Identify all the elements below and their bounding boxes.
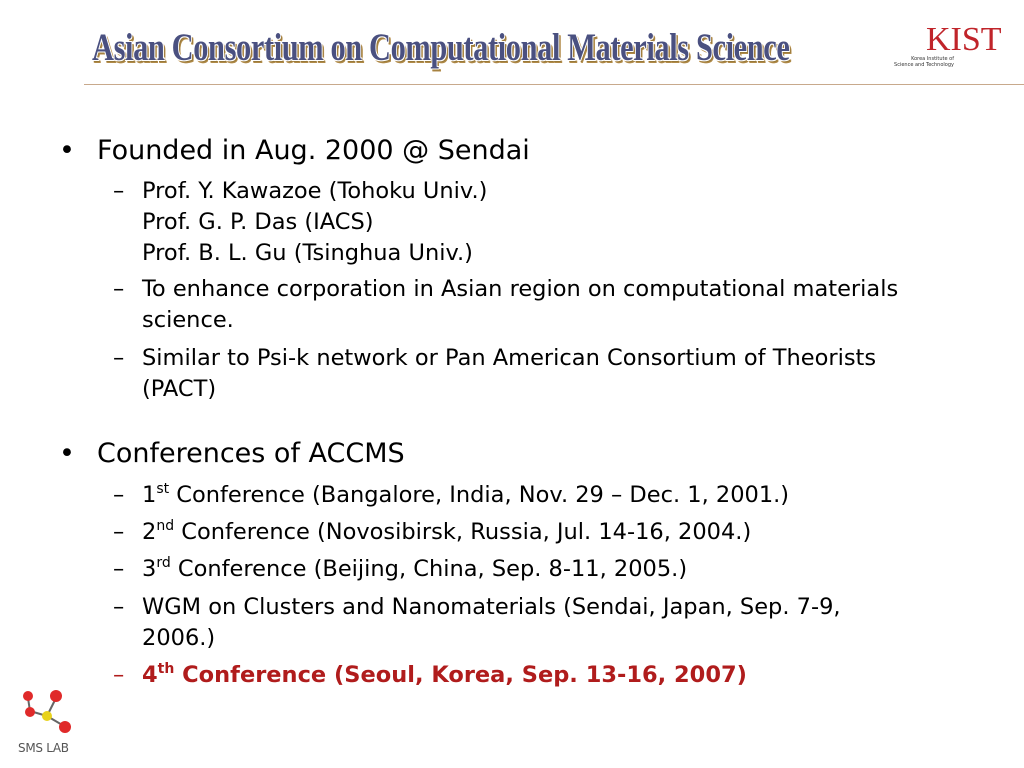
similar-line-2: (PACT): [142, 376, 217, 402]
conference-2-text: Conference (Novosibirsk, Russia, Jul. 14-16, 2004.): [174, 519, 752, 545]
similar-line-1: Similar to Psi-k network or Pan American Consortium of Theorists: [142, 345, 877, 371]
dash-icon: –: [113, 482, 125, 508]
sub-goal: [113, 274, 1002, 336]
dash-icon: –: [113, 178, 125, 204]
bullet-icon: •: [59, 438, 75, 469]
dash-icon: –: [113, 345, 125, 371]
conference-1-text: Conference (Bangalore, India, Nov. 29 – Dec. 1, 2001.): [169, 482, 790, 508]
kist-logo: [884, 14, 1002, 74]
slide-title: Asian Consortium on Computational Materials Science: [92, 26, 790, 69]
conference-2-sup: nd: [156, 517, 175, 534]
conference-item-wgm: [113, 592, 1002, 654]
conference-4-text: Conference (Seoul, Korea, Sep. 13-16, 2007): [174, 662, 747, 688]
conference-item-1: [113, 480, 1002, 511]
wgm-line-1: WGM on Clusters and Nanomaterials (Sendai, Japan, Sep. 7-9,: [142, 594, 841, 620]
founder-3: Prof. B. L. Gu (Tsinghua Univ.): [142, 240, 473, 266]
sub-similar: [113, 343, 1002, 405]
wgm-line-2: 2006.): [142, 625, 216, 651]
conference-1-sup: st: [156, 480, 170, 497]
conference-3-sup: rd: [156, 554, 171, 571]
bullet-icon: •: [59, 135, 75, 166]
dash-icon: –: [113, 556, 125, 582]
goal-line-2: science.: [142, 307, 234, 333]
bullet-founded-text: Founded in Aug. 2000 @ Sendai: [97, 135, 530, 166]
dash-icon: –: [113, 276, 125, 302]
conference-item-2: [113, 517, 1002, 548]
sub-founders: [113, 176, 1002, 269]
header-divider: [84, 84, 1024, 85]
bullet-conferences-text: Conferences of ACCMS: [97, 438, 405, 469]
kist-logo-sub-line1: Korea Institute of: [911, 56, 954, 62]
conference-item-highlight: [113, 660, 1002, 691]
kist-logo-subtitle: [884, 56, 954, 68]
conference-item-3: [113, 554, 1002, 585]
bullet-founded: [59, 135, 530, 167]
conference-4-sup: th: [157, 660, 175, 677]
sms-lab-logo: [18, 686, 88, 766]
founder-1: Prof. Y. Kawazoe (Tohoku Univ.): [142, 178, 488, 204]
kist-logo-sub-line2: Science and Technology: [894, 62, 954, 68]
dash-icon: –: [113, 519, 125, 545]
conference-4-num: 4: [142, 662, 158, 688]
conference-1-num: 1: [142, 482, 157, 508]
dash-icon: –: [113, 594, 125, 620]
conference-2-num: 2: [142, 519, 157, 545]
conference-3-text: Conference (Beijing, China, Sep. 8-11, 2005.): [170, 556, 688, 582]
slide-title-banner: [92, 25, 986, 70]
goal-line-1: To enhance corporation in Asian region on computational materials: [142, 276, 899, 302]
bullet-conferences: [59, 438, 405, 470]
kist-logo-mark: [884, 14, 1002, 58]
dash-icon: –: [113, 662, 125, 688]
molecule-icon: [18, 686, 88, 740]
kist-logo-text: KIST: [926, 21, 1002, 58]
founder-2: Prof. G. P. Das (IACS): [142, 209, 374, 235]
sms-lab-label: SMS LAB: [18, 741, 69, 755]
conference-3-num: 3: [142, 556, 157, 582]
